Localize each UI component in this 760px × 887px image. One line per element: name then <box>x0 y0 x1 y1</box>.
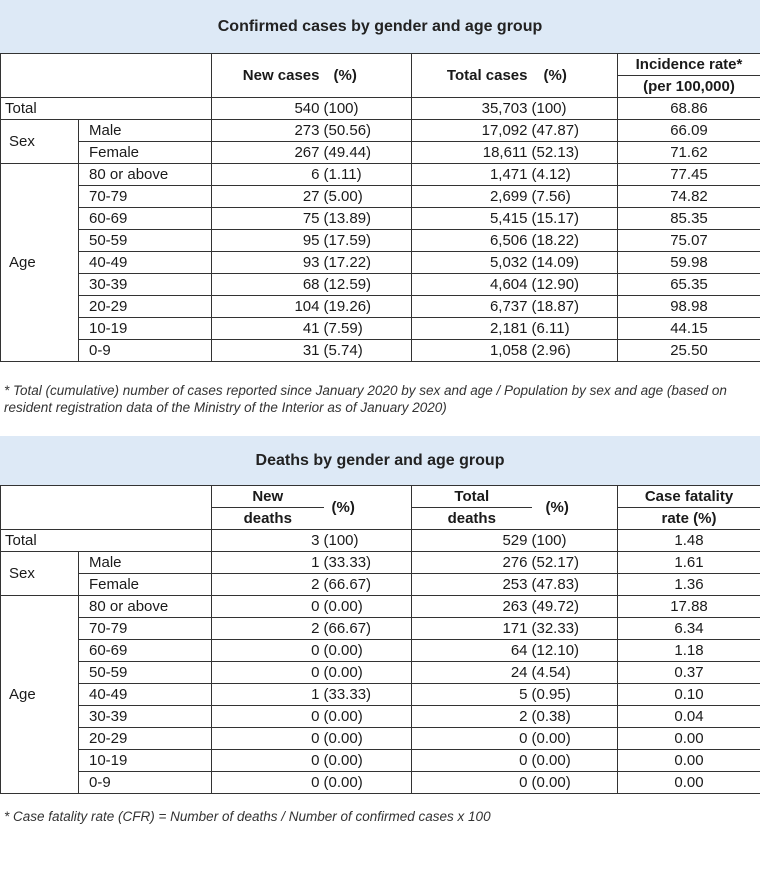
cell-total: 5 <box>412 684 532 706</box>
cell-new: 41 <box>212 318 324 340</box>
cell-new: 104 <box>212 296 324 318</box>
header-total-pct: (%) <box>532 486 618 530</box>
cell-rate: 71.62 <box>618 142 760 164</box>
cell-total: 1,058 <box>412 340 532 362</box>
cell-total: 0 <box>412 728 532 750</box>
header-cfr-2: rate (%) <box>618 508 760 530</box>
cell-rate: 0.04 <box>618 706 760 728</box>
cell-rate: 1.61 <box>618 552 760 574</box>
row-label: Female <box>79 142 212 164</box>
cell-new-pct: (66.67) <box>324 574 412 596</box>
cell-new: 0 <box>212 640 324 662</box>
group-label-age: Age <box>1 164 79 362</box>
table-row <box>1 684 760 706</box>
cell-new-pct: (50.56) <box>324 120 412 142</box>
table-row <box>1 340 760 362</box>
cell-total: 171 <box>412 618 532 640</box>
row-label: 20-29 <box>79 728 212 750</box>
cell-new-pct: (49.44) <box>324 142 412 164</box>
cell-rate: 77.45 <box>618 164 760 186</box>
cell-total: 253 <box>412 574 532 596</box>
cell-total: 18,611 <box>412 142 532 164</box>
row-label: 20-29 <box>79 296 212 318</box>
cell-new: 0 <box>212 728 324 750</box>
cell-total: 24 <box>412 662 532 684</box>
cell-total-pct: (2.96) <box>532 340 618 362</box>
cell-new: 3 <box>212 530 324 552</box>
header-blank <box>1 54 212 98</box>
cell-new-pct: (33.33) <box>324 552 412 574</box>
header-cfr-1: Case fatality <box>618 486 760 508</box>
header-total-deaths-1: Total <box>412 486 532 508</box>
cell-rate: 1.36 <box>618 574 760 596</box>
cell-total-pct: (12.90) <box>532 274 618 296</box>
incidence-rate-footnote: * Total (cumulative) number of cases reported since January 2020 by sex and age / Population by sex and age (based on resident registration data of the Ministry of the Interior as of January 2020) <box>4 383 727 415</box>
cell-total-pct: (18.22) <box>532 230 618 252</box>
cell-new-pct: (0.00) <box>324 772 412 794</box>
cell-new: 267 <box>212 142 324 164</box>
group-label-sex: Sex <box>1 120 79 164</box>
row-label: 10-19 <box>79 318 212 340</box>
table-row <box>1 574 760 596</box>
cell-total-pct: (100) <box>532 530 618 552</box>
table-row <box>1 230 760 252</box>
cell-total: 6,506 <box>412 230 532 252</box>
row-label: 0-9 <box>79 340 212 362</box>
row-label: 70-79 <box>79 186 212 208</box>
table-row <box>1 186 760 208</box>
cell-total-pct: (47.87) <box>532 120 618 142</box>
cell-new-pct: (0.00) <box>324 662 412 684</box>
cell-rate: 66.09 <box>618 120 760 142</box>
row-label: 70-79 <box>79 618 212 640</box>
deaths-table-title: Deaths by gender and age group <box>0 436 760 485</box>
cell-rate: 85.35 <box>618 208 760 230</box>
cell-new-pct: (0.00) <box>324 596 412 618</box>
cell-new-pct: (5.00) <box>324 186 412 208</box>
row-label: 60-69 <box>79 640 212 662</box>
header-new-deaths-2: deaths <box>212 508 324 530</box>
table-row <box>1 142 760 164</box>
cell-rate: 0.37 <box>618 662 760 684</box>
cell-rate: 1.48 <box>618 530 760 552</box>
row-label: 40-49 <box>79 252 212 274</box>
table-row <box>1 296 760 318</box>
header-row <box>1 486 760 508</box>
cell-new: 0 <box>212 706 324 728</box>
table-row <box>1 164 760 186</box>
table-row <box>1 728 760 750</box>
cell-rate: 59.98 <box>618 252 760 274</box>
cell-new: 6 <box>212 164 324 186</box>
cell-new: 540 <box>212 98 324 120</box>
cell-new-pct: (5.74) <box>324 340 412 362</box>
row-label: Male <box>79 552 212 574</box>
cell-total-pct: (0.38) <box>532 706 618 728</box>
header-new-pct: (%) <box>324 54 412 98</box>
header-new-deaths-1: New <box>212 486 324 508</box>
cell-new-pct: (19.26) <box>324 296 412 318</box>
confirmed-cases-table <box>0 53 760 362</box>
cell-new: 75 <box>212 208 324 230</box>
table-row <box>1 98 760 120</box>
cell-total-pct: (0.00) <box>532 750 618 772</box>
cell-total: 35,703 <box>412 98 532 120</box>
cell-rate: 68.86 <box>618 98 760 120</box>
cell-total: 2 <box>412 706 532 728</box>
cell-new: 2 <box>212 574 324 596</box>
cell-rate: 17.88 <box>618 596 760 618</box>
header-row <box>1 54 760 76</box>
cell-new-pct: (33.33) <box>324 684 412 706</box>
cell-total-pct: (15.17) <box>532 208 618 230</box>
cell-new: 2 <box>212 618 324 640</box>
row-label: 50-59 <box>79 662 212 684</box>
row-label: 80 or above <box>79 596 212 618</box>
cell-new-pct: (66.67) <box>324 618 412 640</box>
cell-total: 17,092 <box>412 120 532 142</box>
cell-new-pct: (0.00) <box>324 750 412 772</box>
cell-rate: 44.15 <box>618 318 760 340</box>
cell-total-pct: (18.87) <box>532 296 618 318</box>
cell-new: 27 <box>212 186 324 208</box>
cell-total-pct: (7.56) <box>532 186 618 208</box>
row-label: 80 or above <box>79 164 212 186</box>
cell-total-pct: (100) <box>532 98 618 120</box>
cell-new-pct: (0.00) <box>324 728 412 750</box>
row-label: 10-19 <box>79 750 212 772</box>
cell-total: 2,699 <box>412 186 532 208</box>
header-total-cases: Total cases <box>412 54 532 98</box>
row-label: Total <box>1 98 212 120</box>
cell-new-pct: (1.11) <box>324 164 412 186</box>
cell-new: 0 <box>212 596 324 618</box>
cell-rate: 0.10 <box>618 684 760 706</box>
cell-total: 0 <box>412 750 532 772</box>
cell-total-pct: (0.00) <box>532 772 618 794</box>
cell-total-pct: (12.10) <box>532 640 618 662</box>
cell-rate: 1.18 <box>618 640 760 662</box>
row-label: 30-39 <box>79 274 212 296</box>
cell-rate: 75.07 <box>618 230 760 252</box>
table-row <box>1 318 760 340</box>
cell-rate: 0.00 <box>618 750 760 772</box>
cell-total: 0 <box>412 772 532 794</box>
header-blank <box>1 486 212 530</box>
header-incidence-rate: Incidence rate* <box>618 54 760 76</box>
table-row <box>1 662 760 684</box>
cell-total-pct: (14.09) <box>532 252 618 274</box>
table-row <box>1 618 760 640</box>
header-total-deaths-2: deaths <box>412 508 532 530</box>
table-row <box>1 208 760 230</box>
cell-rate: 98.98 <box>618 296 760 318</box>
table-row <box>1 640 760 662</box>
cell-new-pct: (0.00) <box>324 706 412 728</box>
table-row <box>1 596 760 618</box>
cell-total: 5,415 <box>412 208 532 230</box>
cell-new: 0 <box>212 772 324 794</box>
table-row <box>1 772 760 794</box>
cell-new: 273 <box>212 120 324 142</box>
row-label: 50-59 <box>79 230 212 252</box>
cell-total-pct: (52.13) <box>532 142 618 164</box>
cell-new-pct: (100) <box>324 98 412 120</box>
cell-rate: 65.35 <box>618 274 760 296</box>
deaths-table <box>0 485 760 794</box>
cell-total: 529 <box>412 530 532 552</box>
row-label: 0-9 <box>79 772 212 794</box>
cell-total-pct: (4.54) <box>532 662 618 684</box>
cell-new-pct: (17.22) <box>324 252 412 274</box>
cell-total-pct: (49.72) <box>532 596 618 618</box>
cell-total-pct: (47.83) <box>532 574 618 596</box>
cell-total-pct: (32.33) <box>532 618 618 640</box>
table-row <box>1 750 760 772</box>
cell-total-pct: (6.11) <box>532 318 618 340</box>
row-label: 40-49 <box>79 684 212 706</box>
cell-new: 0 <box>212 662 324 684</box>
group-label-age: Age <box>1 596 79 794</box>
cell-new-pct: (0.00) <box>324 640 412 662</box>
row-label: Female <box>79 574 212 596</box>
cell-rate: 0.00 <box>618 728 760 750</box>
table-row <box>1 552 760 574</box>
cell-new: 93 <box>212 252 324 274</box>
cell-rate: 0.00 <box>618 772 760 794</box>
cell-new: 0 <box>212 750 324 772</box>
cell-new: 1 <box>212 684 324 706</box>
group-label-sex: Sex <box>1 552 79 596</box>
cell-new-pct: (13.89) <box>324 208 412 230</box>
cell-rate: 6.34 <box>618 618 760 640</box>
header-total-pct: (%) <box>532 54 618 98</box>
cell-rate: 25.50 <box>618 340 760 362</box>
row-label: Male <box>79 120 212 142</box>
row-label: Total <box>1 530 212 552</box>
cell-total: 4,604 <box>412 274 532 296</box>
cell-total: 64 <box>412 640 532 662</box>
cell-total-pct: (0.00) <box>532 728 618 750</box>
cell-total: 5,032 <box>412 252 532 274</box>
table-row <box>1 530 760 552</box>
row-label: 60-69 <box>79 208 212 230</box>
cell-total: 6,737 <box>412 296 532 318</box>
cell-total: 2,181 <box>412 318 532 340</box>
cell-total-pct: (0.95) <box>532 684 618 706</box>
row-label: 30-39 <box>79 706 212 728</box>
cell-new: 68 <box>212 274 324 296</box>
cell-total: 276 <box>412 552 532 574</box>
table-row <box>1 120 760 142</box>
cell-total: 263 <box>412 596 532 618</box>
cell-new: 31 <box>212 340 324 362</box>
cell-new-pct: (17.59) <box>324 230 412 252</box>
cfr-footnote: * Case fatality rate (CFR) = Number of deaths / Number of confirmed cases x 100 <box>4 809 491 824</box>
cell-new-pct: (100) <box>324 530 412 552</box>
cell-total-pct: (52.17) <box>532 552 618 574</box>
cell-total-pct: (4.12) <box>532 164 618 186</box>
table-row <box>1 252 760 274</box>
header-incidence-unit: (per 100,000) <box>618 76 760 98</box>
cases-table-title: Confirmed cases by gender and age group <box>0 0 760 53</box>
table-row <box>1 274 760 296</box>
cell-new: 1 <box>212 552 324 574</box>
cell-total: 1,471 <box>412 164 532 186</box>
header-new-pct: (%) <box>324 486 412 530</box>
table-row <box>1 706 760 728</box>
header-new-cases: New cases <box>212 54 324 98</box>
cell-new-pct: (7.59) <box>324 318 412 340</box>
cell-new: 95 <box>212 230 324 252</box>
cell-rate: 74.82 <box>618 186 760 208</box>
cell-new-pct: (12.59) <box>324 274 412 296</box>
